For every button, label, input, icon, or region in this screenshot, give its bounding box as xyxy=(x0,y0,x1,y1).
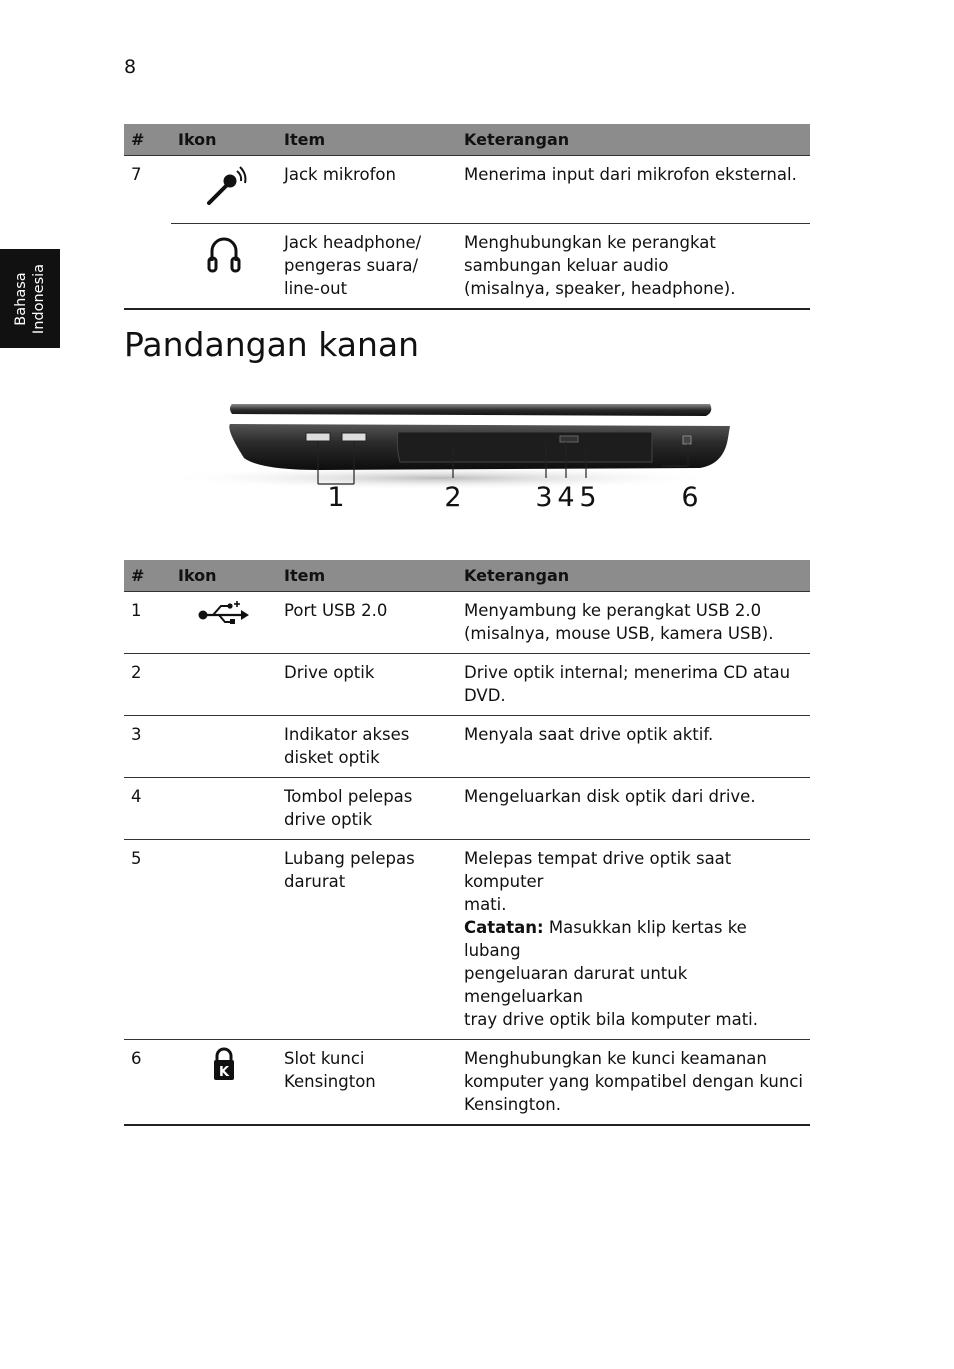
callout-label-1: 1 xyxy=(327,482,345,513)
row-icon xyxy=(171,592,277,654)
table-row xyxy=(124,778,810,840)
row-item xyxy=(277,778,457,840)
row-desc: Menyala saat drive optik aktif. xyxy=(457,716,810,778)
desc-line: Menghubungkan ke perangkat xyxy=(464,233,716,252)
desc-line: Kensington. xyxy=(464,1095,561,1114)
row-num: 1 xyxy=(124,592,171,654)
item-line: Jack headphone/ xyxy=(284,233,422,252)
callout-label-3: 3 xyxy=(535,482,553,513)
row-icon xyxy=(171,716,277,778)
note-label: Catatan: xyxy=(464,918,544,937)
item-line: Kensington xyxy=(284,1072,376,1091)
item-line: Lubang pelepas xyxy=(284,849,415,868)
desc-line: DVD. xyxy=(464,686,506,705)
row-icon xyxy=(171,224,277,310)
item-line: darurat xyxy=(284,872,346,891)
desc-line: Menyambung ke perangkat USB 2.0 xyxy=(464,601,762,620)
row-num: 5 xyxy=(124,840,171,1040)
desc-line: Drive optik internal; menerima CD atau xyxy=(464,663,791,682)
note-line xyxy=(464,916,803,962)
item-line: disket optik xyxy=(284,748,380,767)
header-desc: Keterangan xyxy=(457,560,810,592)
row-desc xyxy=(457,1040,810,1126)
item-line: drive optik xyxy=(284,810,373,829)
callout-label-6: 6 xyxy=(681,482,699,513)
row-item xyxy=(277,1040,457,1126)
audio-ports-table xyxy=(124,124,810,310)
callout-label-5: 5 xyxy=(579,482,597,513)
laptop-shadow xyxy=(160,466,720,490)
table-row xyxy=(124,654,810,716)
row-desc: Mengeluarkan disk optik dari drive. xyxy=(457,778,810,840)
row-desc xyxy=(457,840,810,1040)
row-num: 6 xyxy=(124,1040,171,1126)
table-row xyxy=(124,224,810,310)
item-line: Indikator akses xyxy=(284,725,410,744)
row-num: 4 xyxy=(124,778,171,840)
item-line: pengeras suara/ xyxy=(284,256,419,275)
desc-line: Melepas tempat drive optik saat komputer xyxy=(464,849,732,891)
desc-line: (misalnya, mouse USB, kamera USB). xyxy=(464,624,774,643)
drive-eject-button xyxy=(560,436,578,442)
kensington-slot xyxy=(683,436,691,444)
laptop-right-side-illustration xyxy=(140,378,740,528)
note-text: Masukkan klip kertas ke lubang xyxy=(464,918,747,960)
header-desc: Keterangan xyxy=(457,124,810,156)
callout-label-4: 4 xyxy=(557,482,575,513)
row-desc xyxy=(457,654,810,716)
row-num: 7 xyxy=(131,165,142,184)
usb-icon xyxy=(197,599,251,625)
row-icon xyxy=(171,1040,277,1126)
row-desc xyxy=(457,592,810,654)
table-row xyxy=(124,1040,810,1126)
desc-line: (misalnya, speaker, headphone). xyxy=(464,279,736,298)
header-num: # xyxy=(124,124,171,156)
desc-line: komputer yang kompatibel dengan kunci xyxy=(464,1072,803,1091)
row-num: 3 xyxy=(124,716,171,778)
row-icon xyxy=(171,840,277,1040)
side-tab-line1: Bahasa xyxy=(13,272,29,326)
header-icon: Ikon xyxy=(171,124,277,156)
row-num: 2 xyxy=(124,654,171,716)
row-item: Port USB 2.0 xyxy=(277,592,457,654)
headphone-icon xyxy=(204,231,244,275)
row-item xyxy=(277,224,457,310)
side-tab-line2: Indonesia xyxy=(31,263,47,335)
kensington-lock-icon xyxy=(211,1047,237,1083)
table-row xyxy=(124,716,810,778)
row-desc: Menerima input dari mikrofon eksternal. xyxy=(457,156,810,224)
header-item: Item xyxy=(277,560,457,592)
section-title: Pandangan kanan xyxy=(124,325,420,364)
table-row xyxy=(124,592,810,654)
row-item: Jack mikrofon xyxy=(277,156,457,224)
right-side-ports-table xyxy=(124,560,810,1126)
laptop-lid xyxy=(230,404,711,416)
table-header-row xyxy=(124,124,810,156)
row-item xyxy=(277,716,457,778)
page-number: 8 xyxy=(124,56,137,78)
callout-label-2: 2 xyxy=(444,482,462,513)
row-icon xyxy=(171,778,277,840)
optical-drive-tray xyxy=(397,432,652,462)
row-item: Drive optik xyxy=(277,654,457,716)
row-item xyxy=(277,840,457,1040)
item-line: Tombol pelepas xyxy=(284,787,413,806)
item-line: line-out xyxy=(284,279,348,298)
row-icon xyxy=(171,156,277,224)
item-line: Slot kunci xyxy=(284,1049,365,1068)
table-header-row xyxy=(124,560,810,592)
desc-line: mati. xyxy=(464,895,507,914)
usb-port xyxy=(342,433,366,441)
microphone-icon xyxy=(199,163,249,209)
note-line: pengeluaran darurat untuk mengeluarkan xyxy=(464,964,688,1006)
table-row xyxy=(124,840,810,1040)
header-num: # xyxy=(124,560,171,592)
header-item: Item xyxy=(277,124,457,156)
note-line: tray drive optik bila komputer mati. xyxy=(464,1010,758,1029)
svg-text:K: K xyxy=(218,1065,230,1080)
row-num xyxy=(124,224,171,310)
row-desc xyxy=(457,224,810,310)
table-row xyxy=(124,156,810,224)
usb-port xyxy=(306,433,330,441)
header-icon: Ikon xyxy=(171,560,277,592)
language-side-tab xyxy=(0,249,60,348)
desc-line: sambungan keluar audio xyxy=(464,256,669,275)
desc-line: Menghubungkan ke kunci keamanan xyxy=(464,1049,767,1068)
row-icon xyxy=(171,654,277,716)
